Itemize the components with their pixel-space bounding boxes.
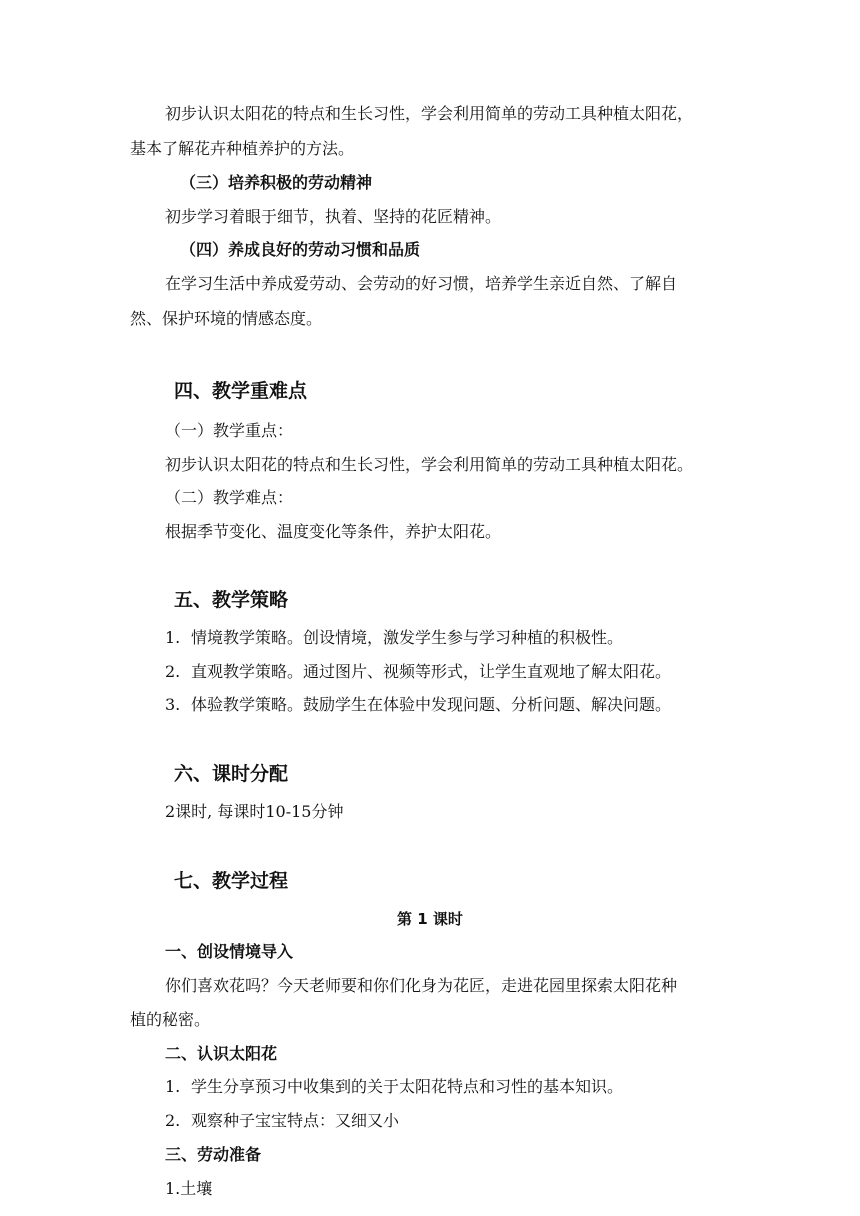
list-number: 1. (165, 1077, 181, 1096)
step-heading: 一、创设情境导入 (165, 942, 294, 961)
list-text: 情境教学策略。创设情境，激发学生参与学习种植的积极性。 (191, 628, 624, 647)
list-number: 3. (165, 695, 181, 714)
list-number: 2. (165, 1111, 181, 1130)
list-text: 直观教学策略。通过图片、视频等形式，让学生直观地了解太阳花。 (191, 662, 672, 681)
list-text: 学生分享预习中收集到的关于太阳花特点和习性的基本知识。 (191, 1077, 624, 1096)
list-item: 1.土壤 (165, 1179, 213, 1198)
list-item (165, 628, 623, 648)
list-item (165, 662, 671, 682)
list-item (165, 1077, 623, 1097)
paragraph: 2课时, 每课时10-15分钟 (165, 802, 344, 821)
paragraph: 初步学习着眼于细节，执着、坚持的花匠精神。 (165, 207, 502, 226)
label: （二）教学难点： (165, 488, 294, 507)
paragraph: 根据季节变化、温度变化等条件，养护太阳花。 (165, 522, 502, 541)
label: （一）教学重点： (165, 421, 294, 440)
list-number: 1. (165, 628, 181, 647)
paragraph-line: 然、保护环境的情感态度。 (130, 309, 323, 328)
list-text: 观察种子宝宝特点：又细又小 (191, 1111, 400, 1130)
section-heading: 五、教学策略 (174, 589, 289, 611)
lesson-title: 第 1 课时 (397, 910, 463, 928)
paragraph-line: 植的秘密。 (130, 1010, 211, 1029)
paragraph-line: 你们喜欢花吗？今天老师要和你们化身为花匠，走进花园里探索太阳花种 (165, 976, 678, 995)
section-heading: 六、课时分配 (174, 763, 289, 785)
section-heading: 四、教学重难点 (174, 380, 308, 402)
subheading: （三）培养积极的劳动精神 (180, 173, 373, 192)
goal-paragraph-line: 初步认识太阳花的特点和生长习性，学会利用简单的劳动工具种植太阳花， (165, 104, 694, 123)
step-heading: 三、劳动准备 (165, 1145, 262, 1164)
section-heading: 七、教学过程 (174, 870, 289, 892)
list-item (165, 1111, 399, 1131)
goal-paragraph-line: 基本了解花卉种植养护的方法。 (130, 139, 355, 158)
paragraph: 初步认识太阳花的特点和生长习性，学会利用简单的劳动工具种植太阳花。 (165, 455, 694, 474)
paragraph-line: 在学习生活中养成爱劳动、会劳动的好习惯，培养学生亲近自然、了解自 (165, 274, 678, 293)
subheading: （四）养成良好的劳动习惯和品质 (180, 240, 421, 259)
list-item (165, 695, 671, 715)
list-number: 2. (165, 662, 181, 681)
list-text: 体验教学策略。鼓励学生在体验中发现问题、分析问题、解决问题。 (191, 695, 672, 714)
step-heading: 二、认识太阳花 (165, 1044, 278, 1063)
